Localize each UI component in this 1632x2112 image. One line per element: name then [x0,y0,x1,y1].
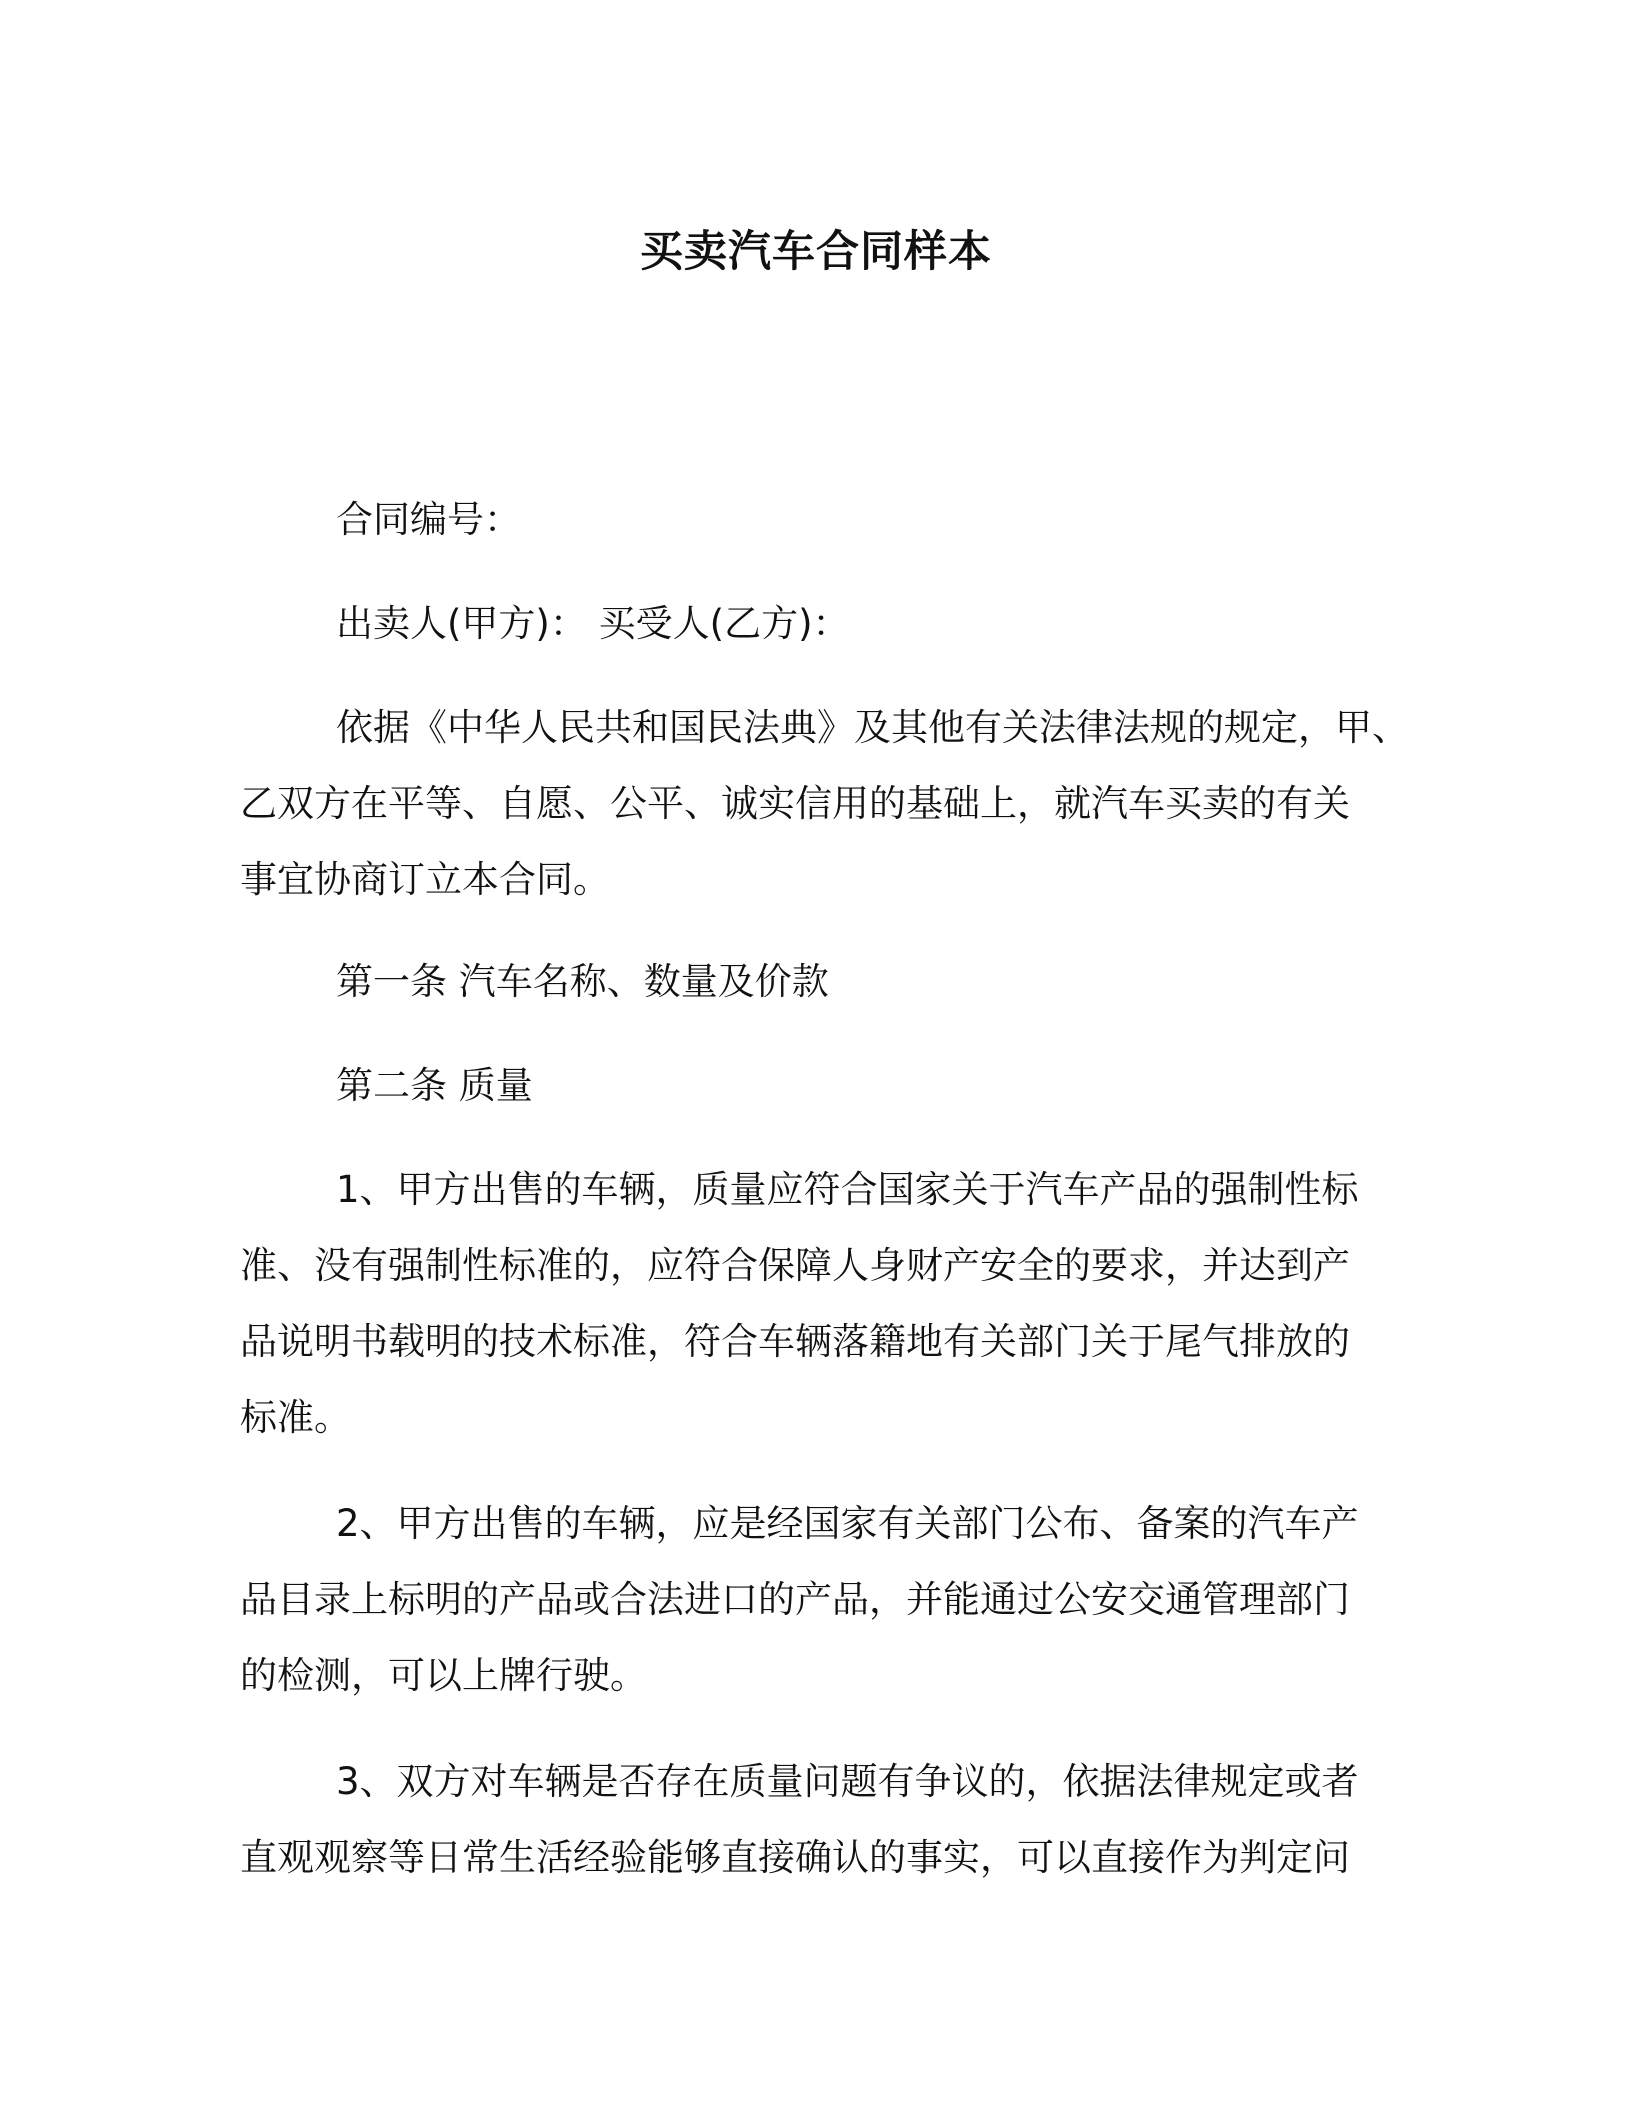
clause-2-line-3: 的检测，可以上牌行驶。 [240,1654,647,1697]
clause-3-line-1: 3、双方对车辆是否存在质量问题有争议的，依据法律规定或者 [336,1760,1359,1803]
clause-3-line-2: 直观观察等日常生活经验能够直接确认的事实，可以直接作为判定问 [240,1836,1350,1879]
clause-1-line-3: 品说明书载明的技术标准，符合车辆落籍地有关部门关于尾气排放的 [240,1320,1350,1363]
clause-1-line-1: 1、甲方出售的车辆，质量应符合国家关于汽车产品的强制性标 [336,1168,1359,1211]
preamble-line-3: 事宜协商订立本合同。 [240,858,610,901]
document-title: 买卖汽车合同样本 [640,227,992,277]
clause-2-line-2: 品目录上标明的产品或合法进口的产品，并能通过公安交通管理部门 [240,1578,1350,1621]
contract-number-label: 合同编号： [336,498,521,541]
parties-line: 出卖人(甲方)： 买受人(乙方)： [336,602,850,645]
preamble-line-2: 乙双方在平等、自愿、公平、诚实信用的基础上，就汽车买卖的有关 [240,782,1350,825]
article-2-heading: 第二条 质量 [336,1064,533,1107]
clause-2-line-1: 2、甲方出售的车辆，应是经国家有关部门公布、备案的汽车产 [336,1502,1359,1545]
article-1-heading: 第一条 汽车名称、数量及价款 [336,960,829,1003]
clause-1-line-2: 准、没有强制性标准的，应符合保障人身财产安全的要求，并达到产 [240,1244,1350,1287]
preamble-line-1: 依据《中华人民共和国民法典》及其他有关法律法规的规定，甲、 [336,706,1409,749]
clause-1-line-4: 标准。 [240,1396,351,1439]
